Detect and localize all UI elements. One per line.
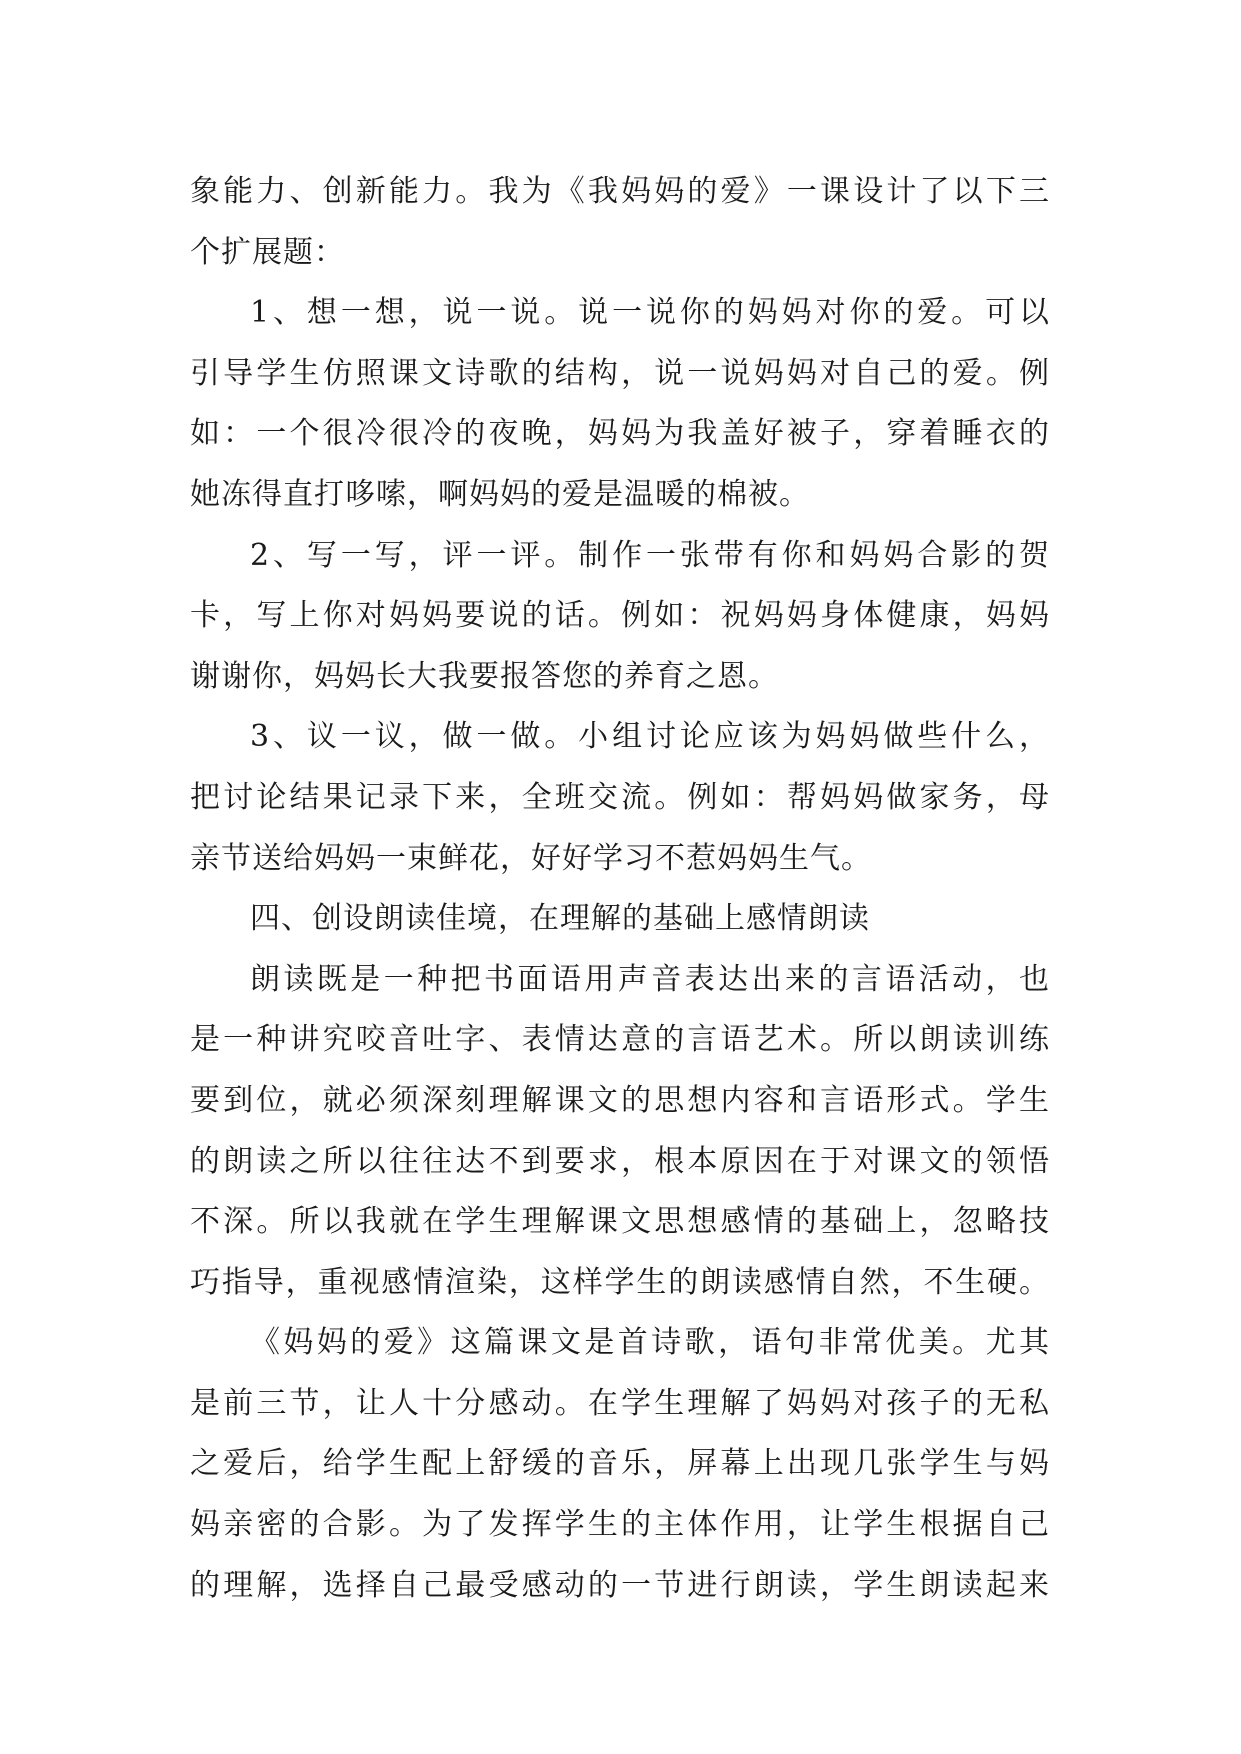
text-line: 要到位，就必须深刻理解课文的思想内容和言语形式。学生 <box>190 1082 1050 1118</box>
text-line: 她冻得直打哆嗦，啊妈妈的爱是温暖的棉被。 <box>190 476 810 512</box>
text-line: 如：一个很冷很冷的夜晚，妈妈为我盖好被子，穿着睡衣的 <box>190 416 1050 452</box>
text-line: 引导学生仿照课文诗歌的结构，说一说妈妈对自己的爱。例 <box>190 355 1050 391</box>
text-line: 把讨论结果记录下来，全班交流。例如：帮妈妈做家务，母 <box>190 779 1050 815</box>
text-line: 《妈妈的爱》这篇课文是首诗歌，语句非常优美。尤其 <box>250 1325 1050 1361</box>
text-line: 亲节送给妈妈一束鲜花，好好学习不惹妈妈生气。 <box>190 840 872 876</box>
text-line: 妈亲密的合影。为了发挥学生的主体作用，让学生根据自己 <box>190 1507 1050 1543</box>
text-line: 四、创设朗读佳境，在理解的基础上感情朗读 <box>250 901 870 937</box>
document-body-text <box>190 162 1050 1616</box>
text-line: 1、想一想，说一说。说一说你的妈妈对你的爱。可以 <box>250 295 1050 331</box>
text-line: 个扩展题： <box>190 234 345 270</box>
text-line: 象能力、创新能力。我为《我妈妈的爱》一课设计了以下三 <box>190 174 1050 209</box>
text-line: 2、写一写，评一评。制作一张带有你和妈妈合影的贺 <box>250 537 1050 573</box>
text-line: 的朗读之所以往往达不到要求，根本原因在于对课文的领悟 <box>190 1143 1050 1179</box>
text-line: 的理解，选择自己最受感动的一节进行朗读，学生朗读起来 <box>190 1567 1050 1603</box>
text-line: 朗读既是一种把书面语用声音表达出来的言语活动，也 <box>250 961 1050 997</box>
text-line: 之爱后，给学生配上舒缓的音乐，屏幕上出现几张学生与妈 <box>190 1446 1050 1482</box>
text-line: 谢谢你，妈妈长大我要报答您的养育之恩。 <box>190 658 779 694</box>
text-line: 是一种讲究咬音吐字、表情达意的言语艺术。所以朗读训练 <box>190 1022 1050 1058</box>
text-line: 是前三节，让人十分感动。在学生理解了妈妈对孩子的无私 <box>190 1385 1050 1421</box>
text-line: 巧指导，重视感情渲染，这样学生的朗读感情自然，不生硬。 <box>190 1264 1050 1300</box>
text-line: 不深。所以我就在学生理解课文思想感情的基础上，忽略技 <box>190 1204 1050 1240</box>
text-line: 3、议一议，做一做。小组讨论应该为妈妈做些什么， <box>250 719 1050 755</box>
text-line: 卡，写上你对妈妈要说的话。例如：祝妈妈身体健康，妈妈 <box>190 598 1050 634</box>
